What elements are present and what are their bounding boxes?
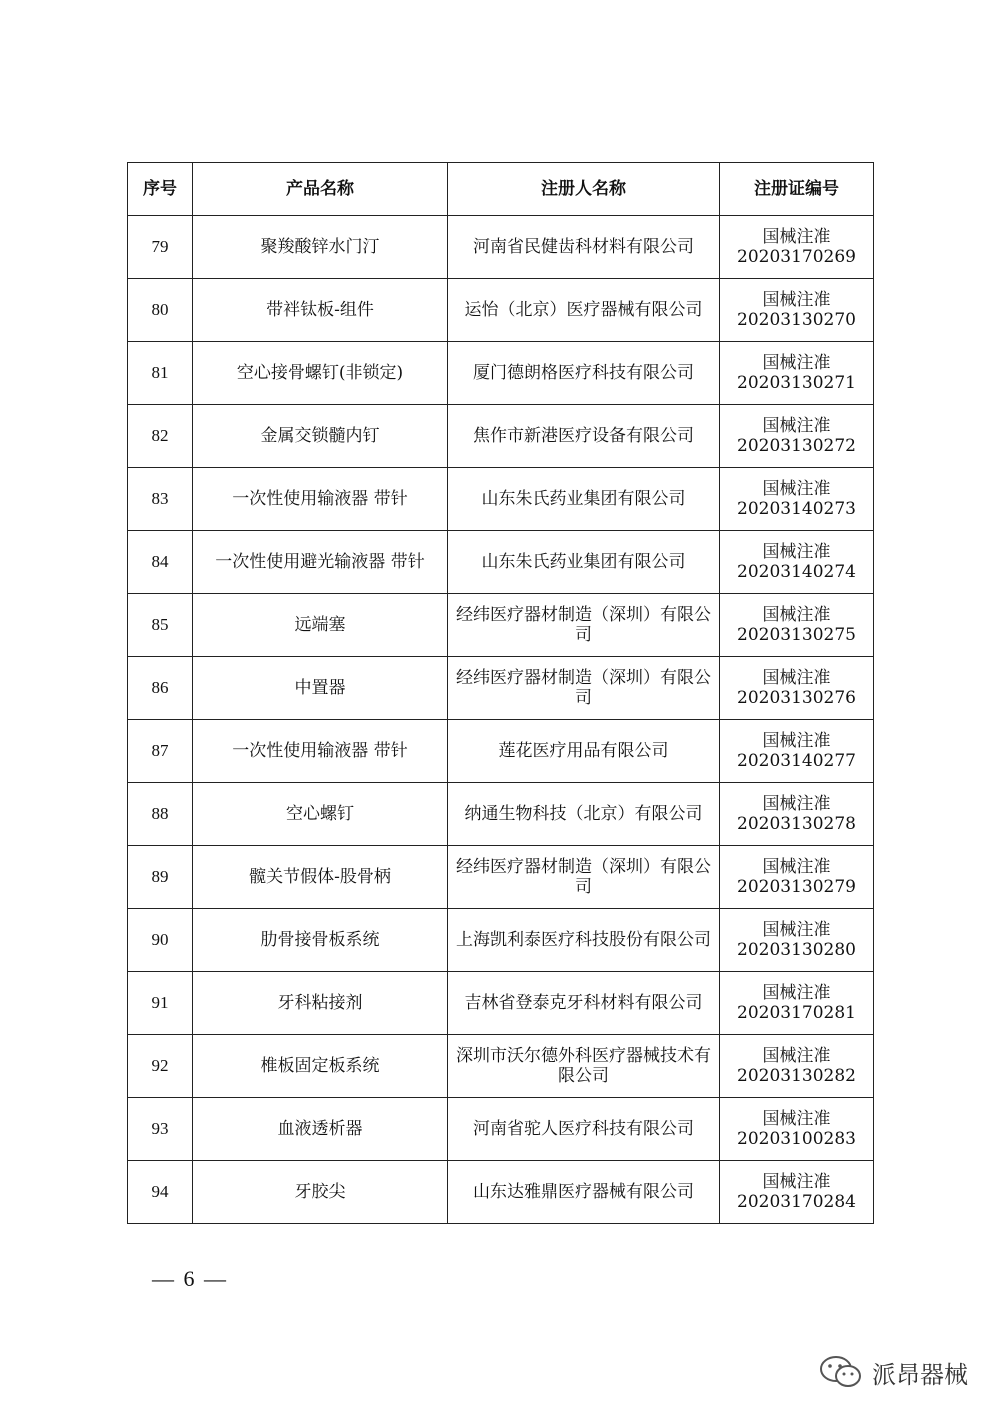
cell-no: 84 xyxy=(128,531,193,594)
table-row xyxy=(128,1098,874,1161)
cert-prefix: 国械注准 xyxy=(762,479,831,499)
header-registrant: 注册人名称 xyxy=(448,163,720,216)
cell-cert xyxy=(720,468,874,531)
cell-registrant: 山东达雅鼎医疗器械有限公司 xyxy=(448,1161,720,1224)
cert-prefix: 国械注准 xyxy=(762,227,831,247)
table-body xyxy=(128,216,874,1224)
cell-no: 85 xyxy=(128,594,193,657)
cell-cert xyxy=(720,972,874,1035)
cert-prefix: 国械注准 xyxy=(762,290,831,310)
cert-prefix: 国械注准 xyxy=(762,857,831,877)
cell-registrant: 焦作市新港医疗设备有限公司 xyxy=(448,405,720,468)
cert-number: 20203170269 xyxy=(737,247,856,267)
cell-no: 91 xyxy=(128,972,193,1035)
cert-prefix: 国械注准 xyxy=(762,794,831,814)
cert-prefix: 国械注准 xyxy=(762,353,831,373)
cell-cert xyxy=(720,720,874,783)
cell-product: 一次性使用输液器 带针 xyxy=(193,468,448,531)
table-row xyxy=(128,972,874,1035)
cell-no: 90 xyxy=(128,909,193,972)
cell-registrant: 河南省民健齿科材料有限公司 xyxy=(448,216,720,279)
header-cert: 注册证编号 xyxy=(720,163,874,216)
cell-registrant: 运怡（北京）医疗器械有限公司 xyxy=(448,279,720,342)
cell-no: 89 xyxy=(128,846,193,909)
cert-number: 20203130276 xyxy=(737,688,856,708)
cell-registrant: 经纬医疗器材制造（深圳）有限公司 xyxy=(448,594,720,657)
table-row xyxy=(128,405,874,468)
cert-prefix: 国械注准 xyxy=(762,1046,831,1066)
wechat-icon xyxy=(818,1354,864,1390)
cell-registrant: 吉林省登泰克牙科材料有限公司 xyxy=(448,972,720,1035)
cell-no: 87 xyxy=(128,720,193,783)
cell-no: 88 xyxy=(128,783,193,846)
cell-cert xyxy=(720,342,874,405)
cell-cert xyxy=(720,405,874,468)
cert-number: 20203100283 xyxy=(737,1129,856,1149)
table-row xyxy=(128,720,874,783)
cell-cert xyxy=(720,783,874,846)
cell-no: 94 xyxy=(128,1161,193,1224)
page-number: — 6 — xyxy=(152,1266,228,1291)
cell-product: 肋骨接骨板系统 xyxy=(193,909,448,972)
table-row xyxy=(128,909,874,972)
cell-registrant: 上海凯利泰医疗科技股份有限公司 xyxy=(448,909,720,972)
table-row xyxy=(128,531,874,594)
cell-registrant: 深圳市沃尔德外科医疗器械技术有限公司 xyxy=(448,1035,720,1098)
cell-product: 空心接骨螺钉(非锁定) xyxy=(193,342,448,405)
cert-prefix: 国械注准 xyxy=(762,542,831,562)
table-row xyxy=(128,1161,874,1224)
cell-no: 83 xyxy=(128,468,193,531)
cert-prefix: 国械注准 xyxy=(762,416,831,436)
cert-number: 20203130278 xyxy=(737,814,856,834)
table-header-row xyxy=(128,163,874,216)
cell-product: 一次性使用避光输液器 带针 xyxy=(193,531,448,594)
cert-number: 20203140277 xyxy=(737,751,856,771)
cell-registrant: 厦门德朗格医疗科技有限公司 xyxy=(448,342,720,405)
cell-product: 牙科粘接剂 xyxy=(193,972,448,1035)
table-row xyxy=(128,279,874,342)
cell-product: 牙胶尖 xyxy=(193,1161,448,1224)
table-row xyxy=(128,783,874,846)
cell-product: 髋关节假体-股骨柄 xyxy=(193,846,448,909)
cell-product: 带袢钛板-组件 xyxy=(193,279,448,342)
table-row xyxy=(128,216,874,279)
cell-no: 80 xyxy=(128,279,193,342)
cell-cert xyxy=(720,594,874,657)
cell-registrant: 山东朱氏药业集团有限公司 xyxy=(448,468,720,531)
cell-no: 86 xyxy=(128,657,193,720)
cell-cert xyxy=(720,909,874,972)
cell-cert xyxy=(720,531,874,594)
cert-number: 20203130270 xyxy=(737,310,856,330)
cert-prefix: 国械注准 xyxy=(762,731,831,751)
cell-product: 一次性使用输液器 带针 xyxy=(193,720,448,783)
cell-cert xyxy=(720,657,874,720)
cell-product: 血液透析器 xyxy=(193,1098,448,1161)
cert-prefix: 国械注准 xyxy=(762,1109,831,1129)
cert-number: 20203130280 xyxy=(737,940,856,960)
cell-cert xyxy=(720,1161,874,1224)
cell-cert xyxy=(720,279,874,342)
table-row xyxy=(128,468,874,531)
cell-no: 79 xyxy=(128,216,193,279)
header-product: 产品名称 xyxy=(193,163,448,216)
cell-cert xyxy=(720,216,874,279)
cell-no: 82 xyxy=(128,405,193,468)
header-no: 序号 xyxy=(128,163,193,216)
table-row xyxy=(128,594,874,657)
cert-number: 20203140273 xyxy=(737,499,856,519)
cell-registrant: 河南省驼人医疗科技有限公司 xyxy=(448,1098,720,1161)
cert-number: 20203130272 xyxy=(737,436,856,456)
cert-number: 20203130279 xyxy=(737,877,856,897)
cell-product: 中置器 xyxy=(193,657,448,720)
cert-number: 20203130275 xyxy=(737,625,856,645)
cell-cert xyxy=(720,1035,874,1098)
cell-product: 金属交锁髓内钉 xyxy=(193,405,448,468)
cell-registrant: 经纬医疗器材制造（深圳）有限公司 xyxy=(448,657,720,720)
cell-product: 椎板固定板系统 xyxy=(193,1035,448,1098)
table-row xyxy=(128,846,874,909)
cell-product: 空心螺钉 xyxy=(193,783,448,846)
cert-prefix: 国械注准 xyxy=(762,668,831,688)
cert-number: 20203130271 xyxy=(737,373,856,393)
cell-product: 聚羧酸锌水门汀 xyxy=(193,216,448,279)
cert-prefix: 国械注准 xyxy=(762,983,831,1003)
cell-registrant: 纳通生物科技（北京）有限公司 xyxy=(448,783,720,846)
table-row xyxy=(128,342,874,405)
cell-no: 93 xyxy=(128,1098,193,1161)
cert-number: 20203140274 xyxy=(737,562,856,582)
cell-registrant: 莲花医疗用品有限公司 xyxy=(448,720,720,783)
watermark-text: 派昂器械 xyxy=(872,1360,968,1389)
cell-cert xyxy=(720,846,874,909)
cert-number: 20203170281 xyxy=(737,1003,856,1023)
cell-cert xyxy=(720,1098,874,1161)
registration-table xyxy=(127,162,874,1224)
cert-prefix: 国械注准 xyxy=(762,605,831,625)
cert-prefix: 国械注准 xyxy=(762,1172,831,1192)
cell-no: 81 xyxy=(128,342,193,405)
cert-number: 20203170284 xyxy=(737,1192,856,1212)
cell-product: 远端塞 xyxy=(193,594,448,657)
cert-number: 20203130282 xyxy=(737,1066,856,1086)
cert-prefix: 国械注准 xyxy=(762,920,831,940)
table-row xyxy=(128,1035,874,1098)
table-row xyxy=(128,657,874,720)
cell-registrant: 经纬医疗器材制造（深圳）有限公司 xyxy=(448,846,720,909)
cell-no: 92 xyxy=(128,1035,193,1098)
watermark xyxy=(818,1352,968,1392)
cell-registrant: 山东朱氏药业集团有限公司 xyxy=(448,531,720,594)
